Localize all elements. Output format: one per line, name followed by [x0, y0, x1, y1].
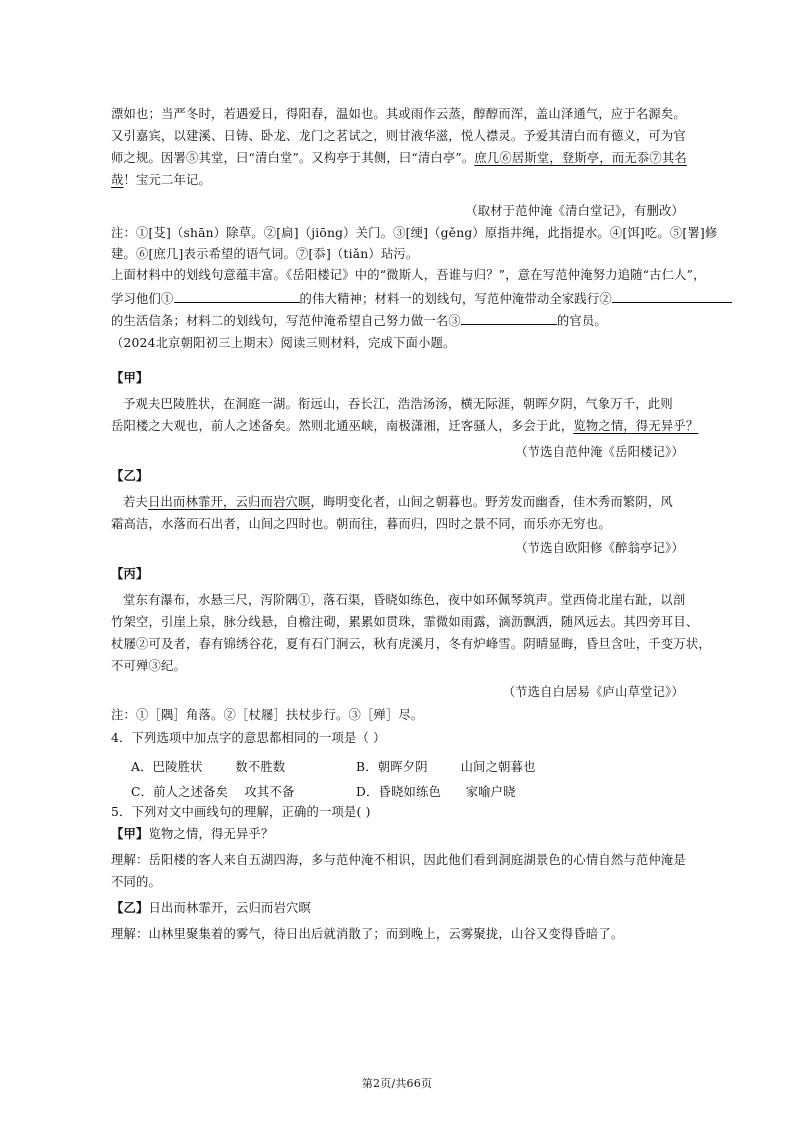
exam-header: （2024北京朝阳初三上期末）阅读三则材料，完成下面小题。 — [111, 336, 456, 350]
option-a[interactable]: A．巴陵胜状 数不胜数 — [131, 760, 286, 774]
underlined-sentence: 哉 — [111, 173, 124, 187]
passage-source: （节选自白居易《庐山草堂记》） — [502, 685, 684, 699]
underlined-sentence: 日出而林霏开，云归而岩穴暝 — [148, 495, 311, 509]
passage-line: 堂东有瀑布，水悬三尺，泻阶隅①，落石渠，昏晓如练色，夜中如环佩琴筑声。堂西倚北崖右趾，以剖 — [123, 593, 686, 607]
passage-text: 师之规。因署⑤其堂，曰“清白堂”。又构亭于其侧，曰“清白亭”。 — [111, 151, 475, 165]
note-line: 注：①［隅］角落。②［杖屦］扶杖步行。③［殚］尽。 — [111, 708, 424, 722]
question-text: 的生活信条；材料二的划线句，写范仲淹希望自己努力做一名③ — [111, 314, 461, 328]
quoted-text: 览物之情，得无异乎？ — [148, 827, 274, 841]
qingbai-passage — [111, 106, 687, 196]
section-bing — [111, 566, 711, 706]
quoted-sentence-yi — [111, 900, 311, 916]
passage-line — [111, 418, 698, 434]
question-5 — [111, 804, 684, 954]
passage-text: 岳阳楼之大观也，前人之述备矣。然则北通巫峡，南极潇湘，迁客骚人，多会于此， — [111, 419, 574, 433]
section-label-yi: 【乙】 — [111, 468, 149, 483]
passage-line: 漂如也；当严冬时，若遇爱日，得阳春，温如也。其或雨作云蒸，醇醇而浑，盖山泽通气，应于名源矣。 — [111, 107, 686, 121]
section-yi — [111, 468, 684, 558]
understanding-line: 不同的。 — [111, 875, 161, 889]
question-text: 的伟大精神；材料一的划线句，写范仲淹带动全家践行② — [299, 292, 612, 306]
question-stem: 4．下列选项中加点字的意思都相同的一项是（ ） — [111, 731, 386, 745]
section-label-bing: 【丙】 — [111, 566, 149, 581]
passage-line: 予观夫巴陵胜状，在洞庭一湖。衔远山，吞长江，浩浩汤汤，横无际涯，朝晖夕阴，气象万千，此则 — [123, 397, 673, 411]
option-b[interactable]: B．朝晖夕阴 山间之朝暮也 — [356, 760, 536, 774]
section-label-yi: 【乙】 — [111, 900, 149, 915]
answer-blank-3[interactable] — [461, 311, 557, 325]
passage-line: 霜高洁，水落而石出者，山间之四时也。朝而往，暮而归，四时之景不同，而乐亦无穷也。 — [111, 517, 611, 531]
answer-blank-1[interactable] — [174, 289, 300, 303]
note-line: 注：①[芟]（shān）除草。②[扃]（jiōng）关门。③[绠]（gěng）原指井绳，此指提水。④[饵]吃。⑤[署]修 — [111, 226, 718, 240]
section-label-jia: 【甲】 — [111, 370, 149, 385]
exam-header-row — [111, 335, 684, 353]
passage-line — [111, 150, 687, 166]
question-line: 上面材料中的划线句意蕴丰富。《岳阳楼记》中的“微斯人，吾谁与归？”，意在写范仲淹努力追随“古仁人”， — [111, 268, 706, 282]
passage-line: 杖屦②可及者，春有锦绣谷花，夏有石门涧云，秋有虎溪月，冬有炉峰雪。阴晴显晦，昏旦含吐，千变万状， — [111, 637, 711, 651]
notes-block — [111, 707, 684, 725]
understanding-line: 理解：岳阳楼的客人来自五湖四海，多与范仲淹不相识，因此他们看到洞庭湖景色的心情自然与范仲淹是 — [111, 853, 686, 867]
passage-line — [111, 172, 211, 188]
answer-blank-2[interactable] — [612, 289, 732, 303]
notes-block — [111, 225, 718, 265]
passage-text: ！宝元二年记。 — [123, 173, 211, 187]
source-row — [111, 201, 684, 219]
passage-text: 若夫 — [123, 495, 148, 509]
note-line: 建。⑥[庶几]表示希望的语气词。⑦[忝]（tiǎn）玷污。 — [111, 247, 419, 261]
passage-source: （节选自欧阳修《醉翁亭记》） — [515, 541, 684, 555]
passage-line: 又引嘉宾，以建溪、日铸、卧龙、龙门之茗试之，则甘液华滋，悦人襟灵。予爱其清白而有德义，可为官 — [111, 129, 686, 143]
passage-line — [123, 494, 673, 510]
page-footer: 第2页/共66页 — [361, 1077, 433, 1090]
passage-source: （取材于范仲淹《清白堂记》，有删改） — [465, 204, 684, 218]
passage-text: ，晦明变化者，山间之朝暮也。野芳发而幽香，佳木秀而繁阴，风 — [310, 495, 673, 509]
passage-line: 不可殚③纪。 — [111, 659, 186, 673]
section-jia — [111, 370, 699, 470]
question-stem: 5．下列对文中画线句的理解，正确的一项是( ) — [111, 805, 371, 819]
understanding-line: 理解：山林里聚集着的雾气，待日出后就消散了；而到晚上，云雾聚拢，山谷又变得昏暗了。 — [111, 927, 624, 941]
question-line — [111, 289, 732, 307]
fill-blank-question — [111, 267, 706, 337]
quoted-sentence-jia — [111, 826, 273, 842]
quoted-text: 日出而林霏开，云归而岩穴暝 — [148, 901, 311, 915]
question-text: 的官员。 — [556, 314, 607, 328]
question-line — [111, 311, 607, 329]
underlined-sentence: 庶几⑥居斯堂，登斯亭，而无忝⑦其名 — [474, 151, 687, 165]
option-d[interactable]: D．昏晓如练色 家喻户晓 — [356, 785, 516, 799]
passage-source: （节选自范仲淹《岳阳楼记》） — [515, 445, 684, 459]
passage-line: 竹架空，引崖上泉，脉分线悬，自檐注砌，累累如贯珠，霏微如雨露，滴沥飘洒，随风远去。其四旁耳目、 — [111, 615, 699, 629]
option-c[interactable]: C．前人之述备矣 攻其不备 — [131, 785, 295, 799]
section-label-jia: 【甲】 — [111, 826, 149, 841]
underlined-sentence: 览物之情，得无异乎？ — [573, 419, 699, 433]
question-4 — [111, 730, 684, 810]
question-text: 学习他们① — [111, 292, 174, 306]
